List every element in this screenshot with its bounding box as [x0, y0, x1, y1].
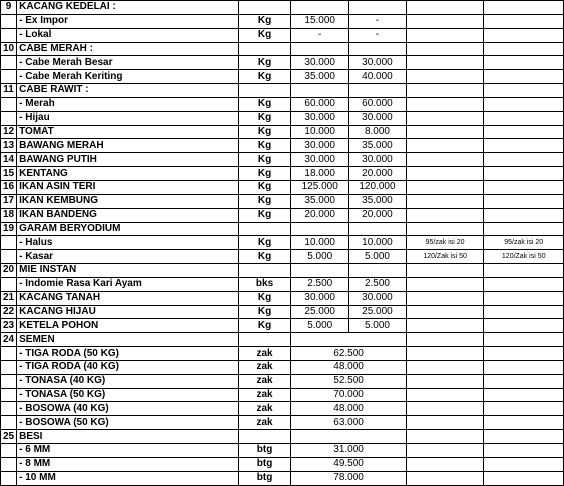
item-name-cell: - 10 MM	[17, 471, 239, 485]
note-cell-1	[406, 56, 484, 70]
table-row	[1, 444, 564, 458]
row-number-cell: 24	[1, 333, 17, 347]
note-cell-1	[406, 111, 484, 125]
price-merged-cell: 31.000	[291, 444, 407, 458]
note-cell-2	[484, 42, 564, 56]
note-cell-1	[406, 222, 484, 236]
table-row	[1, 374, 564, 388]
row-number-cell: 16	[1, 180, 17, 194]
note-cell-1	[406, 388, 484, 402]
table-row	[1, 194, 564, 208]
price-cell-2: 20.000	[349, 167, 407, 181]
price-cell-1: 60.000	[291, 97, 349, 111]
price-cell-1: 30.000	[291, 139, 349, 153]
price-cell-2	[349, 42, 407, 56]
note-cell-1	[406, 125, 484, 139]
item-name-cell: IKAN ASIN TERI	[17, 180, 239, 194]
item-name-cell: MIE INSTAN	[17, 264, 239, 278]
row-number-cell	[1, 457, 17, 471]
unit-cell: bks	[238, 277, 291, 291]
item-name-cell: BESI	[17, 430, 239, 444]
table-row	[1, 153, 564, 167]
unit-cell: Kg	[238, 236, 291, 250]
row-number-cell	[1, 250, 17, 264]
price-merged-cell: 48.000	[291, 360, 407, 374]
unit-cell: zak	[238, 360, 291, 374]
note-cell-1	[406, 360, 484, 374]
unit-cell	[238, 84, 291, 98]
table-row	[1, 236, 564, 250]
note-cell-2	[484, 208, 564, 222]
price-cell-1: 35.000	[291, 194, 349, 208]
item-name-cell: - TIGA RODA (40 KG)	[17, 360, 239, 374]
price-cell-1	[291, 84, 349, 98]
row-number-cell: 10	[1, 42, 17, 56]
note-cell-1	[406, 180, 484, 194]
item-name-cell: KETELA POHON	[17, 319, 239, 333]
price-cell-1: 30.000	[291, 111, 349, 125]
table-row	[1, 388, 564, 402]
row-number-cell: 13	[1, 139, 17, 153]
unit-cell: Kg	[238, 291, 291, 305]
table-row	[1, 180, 564, 194]
note-cell-1	[406, 402, 484, 416]
table-row	[1, 97, 564, 111]
unit-cell	[238, 333, 291, 347]
item-name-cell: BAWANG MERAH	[17, 139, 239, 153]
row-number-cell	[1, 97, 17, 111]
note-cell-2: 120/Zak isi 50	[484, 250, 564, 264]
note-cell-2	[484, 457, 564, 471]
row-number-cell: 9	[1, 1, 17, 15]
row-number-cell	[1, 471, 17, 485]
price-merged-cell: 78.000	[291, 471, 407, 485]
table-row	[1, 70, 564, 84]
unit-cell: Kg	[238, 208, 291, 222]
row-number-cell	[1, 374, 17, 388]
unit-cell: btg	[238, 471, 291, 485]
table-row	[1, 347, 564, 361]
item-name-cell: - Kasar	[17, 250, 239, 264]
table-row	[1, 14, 564, 28]
item-name-cell: IKAN KEMBUNG	[17, 194, 239, 208]
table-row	[1, 319, 564, 333]
note-cell-2	[484, 97, 564, 111]
row-number-cell: 12	[1, 125, 17, 139]
note-cell-1	[406, 42, 484, 56]
price-cell-2: 30.000	[349, 153, 407, 167]
note-cell-2	[484, 333, 564, 347]
unit-cell: zak	[238, 374, 291, 388]
item-name-cell: - Lokal	[17, 28, 239, 42]
row-number-cell: 25	[1, 430, 17, 444]
note-cell-1: 95/zak isi 20	[406, 236, 484, 250]
row-number-cell	[1, 56, 17, 70]
price-cell-2: 60.000	[349, 97, 407, 111]
table-row	[1, 42, 564, 56]
note-cell-1	[406, 208, 484, 222]
unit-cell: zak	[238, 416, 291, 430]
price-merged-cell: 62.500	[291, 347, 407, 361]
row-number-cell	[1, 402, 17, 416]
item-name-cell: CABE RAWIT :	[17, 84, 239, 98]
note-cell-1	[406, 28, 484, 42]
unit-cell: Kg	[238, 125, 291, 139]
note-cell-1	[406, 291, 484, 305]
unit-cell	[238, 264, 291, 278]
table-row	[1, 360, 564, 374]
item-name-cell: - TONASA (40 KG)	[17, 374, 239, 388]
item-name-cell: IKAN BANDENG	[17, 208, 239, 222]
price-cell-2: 35.000	[349, 194, 407, 208]
note-cell-1	[406, 194, 484, 208]
row-number-cell	[1, 14, 17, 28]
table-row	[1, 28, 564, 42]
item-name-cell: - BOSOWA (40 KG)	[17, 402, 239, 416]
item-name-cell: - Cabe Merah Besar	[17, 56, 239, 70]
item-name-cell: - TIGA RODA (50 KG)	[17, 347, 239, 361]
unit-cell: zak	[238, 388, 291, 402]
price-cell-2: 30.000	[349, 56, 407, 70]
table-row	[1, 402, 564, 416]
note-cell-2	[484, 305, 564, 319]
note-cell-2	[484, 222, 564, 236]
note-cell-2	[484, 70, 564, 84]
price-cell-2	[349, 222, 407, 236]
note-cell-2	[484, 28, 564, 42]
table-row	[1, 222, 564, 236]
note-cell-2	[484, 416, 564, 430]
note-cell-1: 120/Zak isi 50	[406, 250, 484, 264]
price-cell-2: 5.000	[349, 319, 407, 333]
note-cell-2	[484, 430, 564, 444]
price-cell-1	[291, 264, 349, 278]
item-name-cell: - Indomie Rasa Kari Ayam	[17, 277, 239, 291]
unit-cell: Kg	[238, 305, 291, 319]
table-row	[1, 305, 564, 319]
note-cell-2	[484, 319, 564, 333]
table-row	[1, 250, 564, 264]
price-cell-2: 30.000	[349, 111, 407, 125]
price-cell-2: 40.000	[349, 70, 407, 84]
note-cell-1	[406, 416, 484, 430]
row-number-cell	[1, 360, 17, 374]
price-cell-2: 20.000	[349, 208, 407, 222]
price-cell-1: 30.000	[291, 56, 349, 70]
table-row	[1, 167, 564, 181]
item-name-cell: - BOSOWA (50 KG)	[17, 416, 239, 430]
item-name-cell: - 8 MM	[17, 457, 239, 471]
note-cell-2	[484, 153, 564, 167]
note-cell-1	[406, 139, 484, 153]
item-name-cell: BAWANG PUTIH	[17, 153, 239, 167]
price-cell-1: 5.000	[291, 250, 349, 264]
row-number-cell: 17	[1, 194, 17, 208]
row-number-cell	[1, 70, 17, 84]
row-number-cell: 19	[1, 222, 17, 236]
unit-cell: btg	[238, 457, 291, 471]
unit-cell: Kg	[238, 97, 291, 111]
item-name-cell: - Cabe Merah Keriting	[17, 70, 239, 84]
table-row	[1, 111, 564, 125]
note-cell-2: 95/zak isi 20	[484, 236, 564, 250]
unit-cell: Kg	[238, 14, 291, 28]
price-cell-2: 120.000	[349, 180, 407, 194]
row-number-cell: 23	[1, 319, 17, 333]
price-cell-1: 5.000	[291, 319, 349, 333]
note-cell-1	[406, 444, 484, 458]
table-row	[1, 264, 564, 278]
unit-cell: Kg	[238, 139, 291, 153]
note-cell-2	[484, 194, 564, 208]
table-row	[1, 430, 564, 444]
price-cell-1: 18.000	[291, 167, 349, 181]
row-number-cell	[1, 444, 17, 458]
unit-cell: btg	[238, 444, 291, 458]
unit-cell	[238, 1, 291, 15]
price-cell-2: 30.000	[349, 291, 407, 305]
price-merged-cell: 49.500	[291, 457, 407, 471]
price-cell-2: -	[349, 14, 407, 28]
table-row	[1, 1, 564, 15]
note-cell-2	[484, 374, 564, 388]
item-name-cell: KACANG KEDELAI :	[17, 1, 239, 15]
item-name-cell: KACANG HIJAU	[17, 305, 239, 319]
row-number-cell: 11	[1, 84, 17, 98]
price-cell-2	[349, 1, 407, 15]
table-row	[1, 208, 564, 222]
note-cell-1	[406, 305, 484, 319]
price-cell-1: -	[291, 28, 349, 42]
row-number-cell	[1, 277, 17, 291]
unit-cell	[238, 42, 291, 56]
table-row	[1, 416, 564, 430]
note-cell-2	[484, 291, 564, 305]
row-number-cell: 20	[1, 264, 17, 278]
note-cell-1	[406, 153, 484, 167]
price-cell-1: 10.000	[291, 236, 349, 250]
unit-cell: Kg	[238, 70, 291, 84]
row-number-cell: 22	[1, 305, 17, 319]
note-cell-1	[406, 347, 484, 361]
note-cell-2	[484, 360, 564, 374]
price-cell-1: 125.000	[291, 180, 349, 194]
note-cell-2	[484, 402, 564, 416]
item-name-cell: - Halus	[17, 236, 239, 250]
price-cell-1: 35.000	[291, 70, 349, 84]
note-cell-2	[484, 471, 564, 485]
price-cell-1: 30.000	[291, 153, 349, 167]
table-row	[1, 333, 564, 347]
price-cell-2: 8.000	[349, 125, 407, 139]
price-cell-2: -	[349, 28, 407, 42]
price-cell-2: 25.000	[349, 305, 407, 319]
table-row	[1, 277, 564, 291]
row-number-cell	[1, 388, 17, 402]
price-merged-cell: 70.000	[291, 388, 407, 402]
note-cell-2	[484, 56, 564, 70]
note-cell-1	[406, 457, 484, 471]
note-cell-1	[406, 319, 484, 333]
unit-cell: zak	[238, 347, 291, 361]
price-merged-cell: 48.000	[291, 402, 407, 416]
row-number-cell	[1, 111, 17, 125]
item-name-cell: - Hijau	[17, 111, 239, 125]
item-name-cell: GARAM BERYODIUM	[17, 222, 239, 236]
note-cell-1	[406, 264, 484, 278]
note-cell-2	[484, 167, 564, 181]
row-number-cell: 18	[1, 208, 17, 222]
note-cell-1	[406, 97, 484, 111]
note-cell-1	[406, 14, 484, 28]
price-cell-1: 30.000	[291, 291, 349, 305]
price-cell-2: 10.000	[349, 236, 407, 250]
price-cell-1: 10.000	[291, 125, 349, 139]
row-number-cell	[1, 28, 17, 42]
item-name-cell: - Merah	[17, 97, 239, 111]
note-cell-1	[406, 471, 484, 485]
price-cell-2: 5.000	[349, 250, 407, 264]
table-row	[1, 471, 564, 485]
note-cell-2	[484, 139, 564, 153]
unit-cell: Kg	[238, 250, 291, 264]
price-merged-cell: 63.000	[291, 416, 407, 430]
note-cell-2	[484, 14, 564, 28]
price-merged-cell	[291, 333, 407, 347]
price-cell-1	[291, 42, 349, 56]
note-cell-2	[484, 84, 564, 98]
unit-cell: Kg	[238, 28, 291, 42]
note-cell-1	[406, 167, 484, 181]
unit-cell: Kg	[238, 56, 291, 70]
unit-cell: Kg	[238, 319, 291, 333]
unit-cell: Kg	[238, 111, 291, 125]
table-row	[1, 457, 564, 471]
note-cell-2	[484, 180, 564, 194]
row-number-cell: 14	[1, 153, 17, 167]
unit-cell: Kg	[238, 194, 291, 208]
price-cell-2: 2.500	[349, 277, 407, 291]
item-name-cell: KACANG TANAH	[17, 291, 239, 305]
note-cell-1	[406, 374, 484, 388]
price-cell-1: 15.000	[291, 14, 349, 28]
price-cell-1: 2.500	[291, 277, 349, 291]
unit-cell	[238, 222, 291, 236]
price-cell-1	[291, 222, 349, 236]
note-cell-1	[406, 84, 484, 98]
note-cell-1	[406, 333, 484, 347]
item-name-cell: - Ex Impor	[17, 14, 239, 28]
unit-cell: Kg	[238, 153, 291, 167]
price-cell-1: 20.000	[291, 208, 349, 222]
price-cell-2	[349, 84, 407, 98]
item-name-cell: SEMEN	[17, 333, 239, 347]
price-cell-2: 35.000	[349, 139, 407, 153]
row-number-cell: 15	[1, 167, 17, 181]
unit-cell: Kg	[238, 167, 291, 181]
price-cell-2	[349, 264, 407, 278]
price-cell-1: 25.000	[291, 305, 349, 319]
item-name-cell: KENTANG	[17, 167, 239, 181]
note-cell-2	[484, 264, 564, 278]
table-row	[1, 84, 564, 98]
price-cell-1	[291, 1, 349, 15]
note-cell-2	[484, 388, 564, 402]
table-row	[1, 139, 564, 153]
note-cell-1	[406, 430, 484, 444]
note-cell-2	[484, 347, 564, 361]
note-cell-1	[406, 70, 484, 84]
note-cell-2	[484, 111, 564, 125]
note-cell-2	[484, 1, 564, 15]
row-number-cell	[1, 236, 17, 250]
unit-cell: zak	[238, 402, 291, 416]
item-name-cell: - TONASA (50 KG)	[17, 388, 239, 402]
unit-cell	[238, 430, 291, 444]
row-number-cell: 21	[1, 291, 17, 305]
price-merged-cell	[291, 430, 407, 444]
item-name-cell: - 6 MM	[17, 444, 239, 458]
note-cell-2	[484, 444, 564, 458]
item-name-cell: CABE MERAH :	[17, 42, 239, 56]
table-row	[1, 291, 564, 305]
note-cell-2	[484, 277, 564, 291]
note-cell-1	[406, 1, 484, 15]
table-row	[1, 125, 564, 139]
row-number-cell	[1, 347, 17, 361]
note-cell-2	[484, 125, 564, 139]
table-body	[1, 1, 564, 486]
item-name-cell: TOMAT	[17, 125, 239, 139]
price-merged-cell: 52.500	[291, 374, 407, 388]
row-number-cell	[1, 416, 17, 430]
table-row	[1, 56, 564, 70]
note-cell-1	[406, 277, 484, 291]
unit-cell: Kg	[238, 180, 291, 194]
